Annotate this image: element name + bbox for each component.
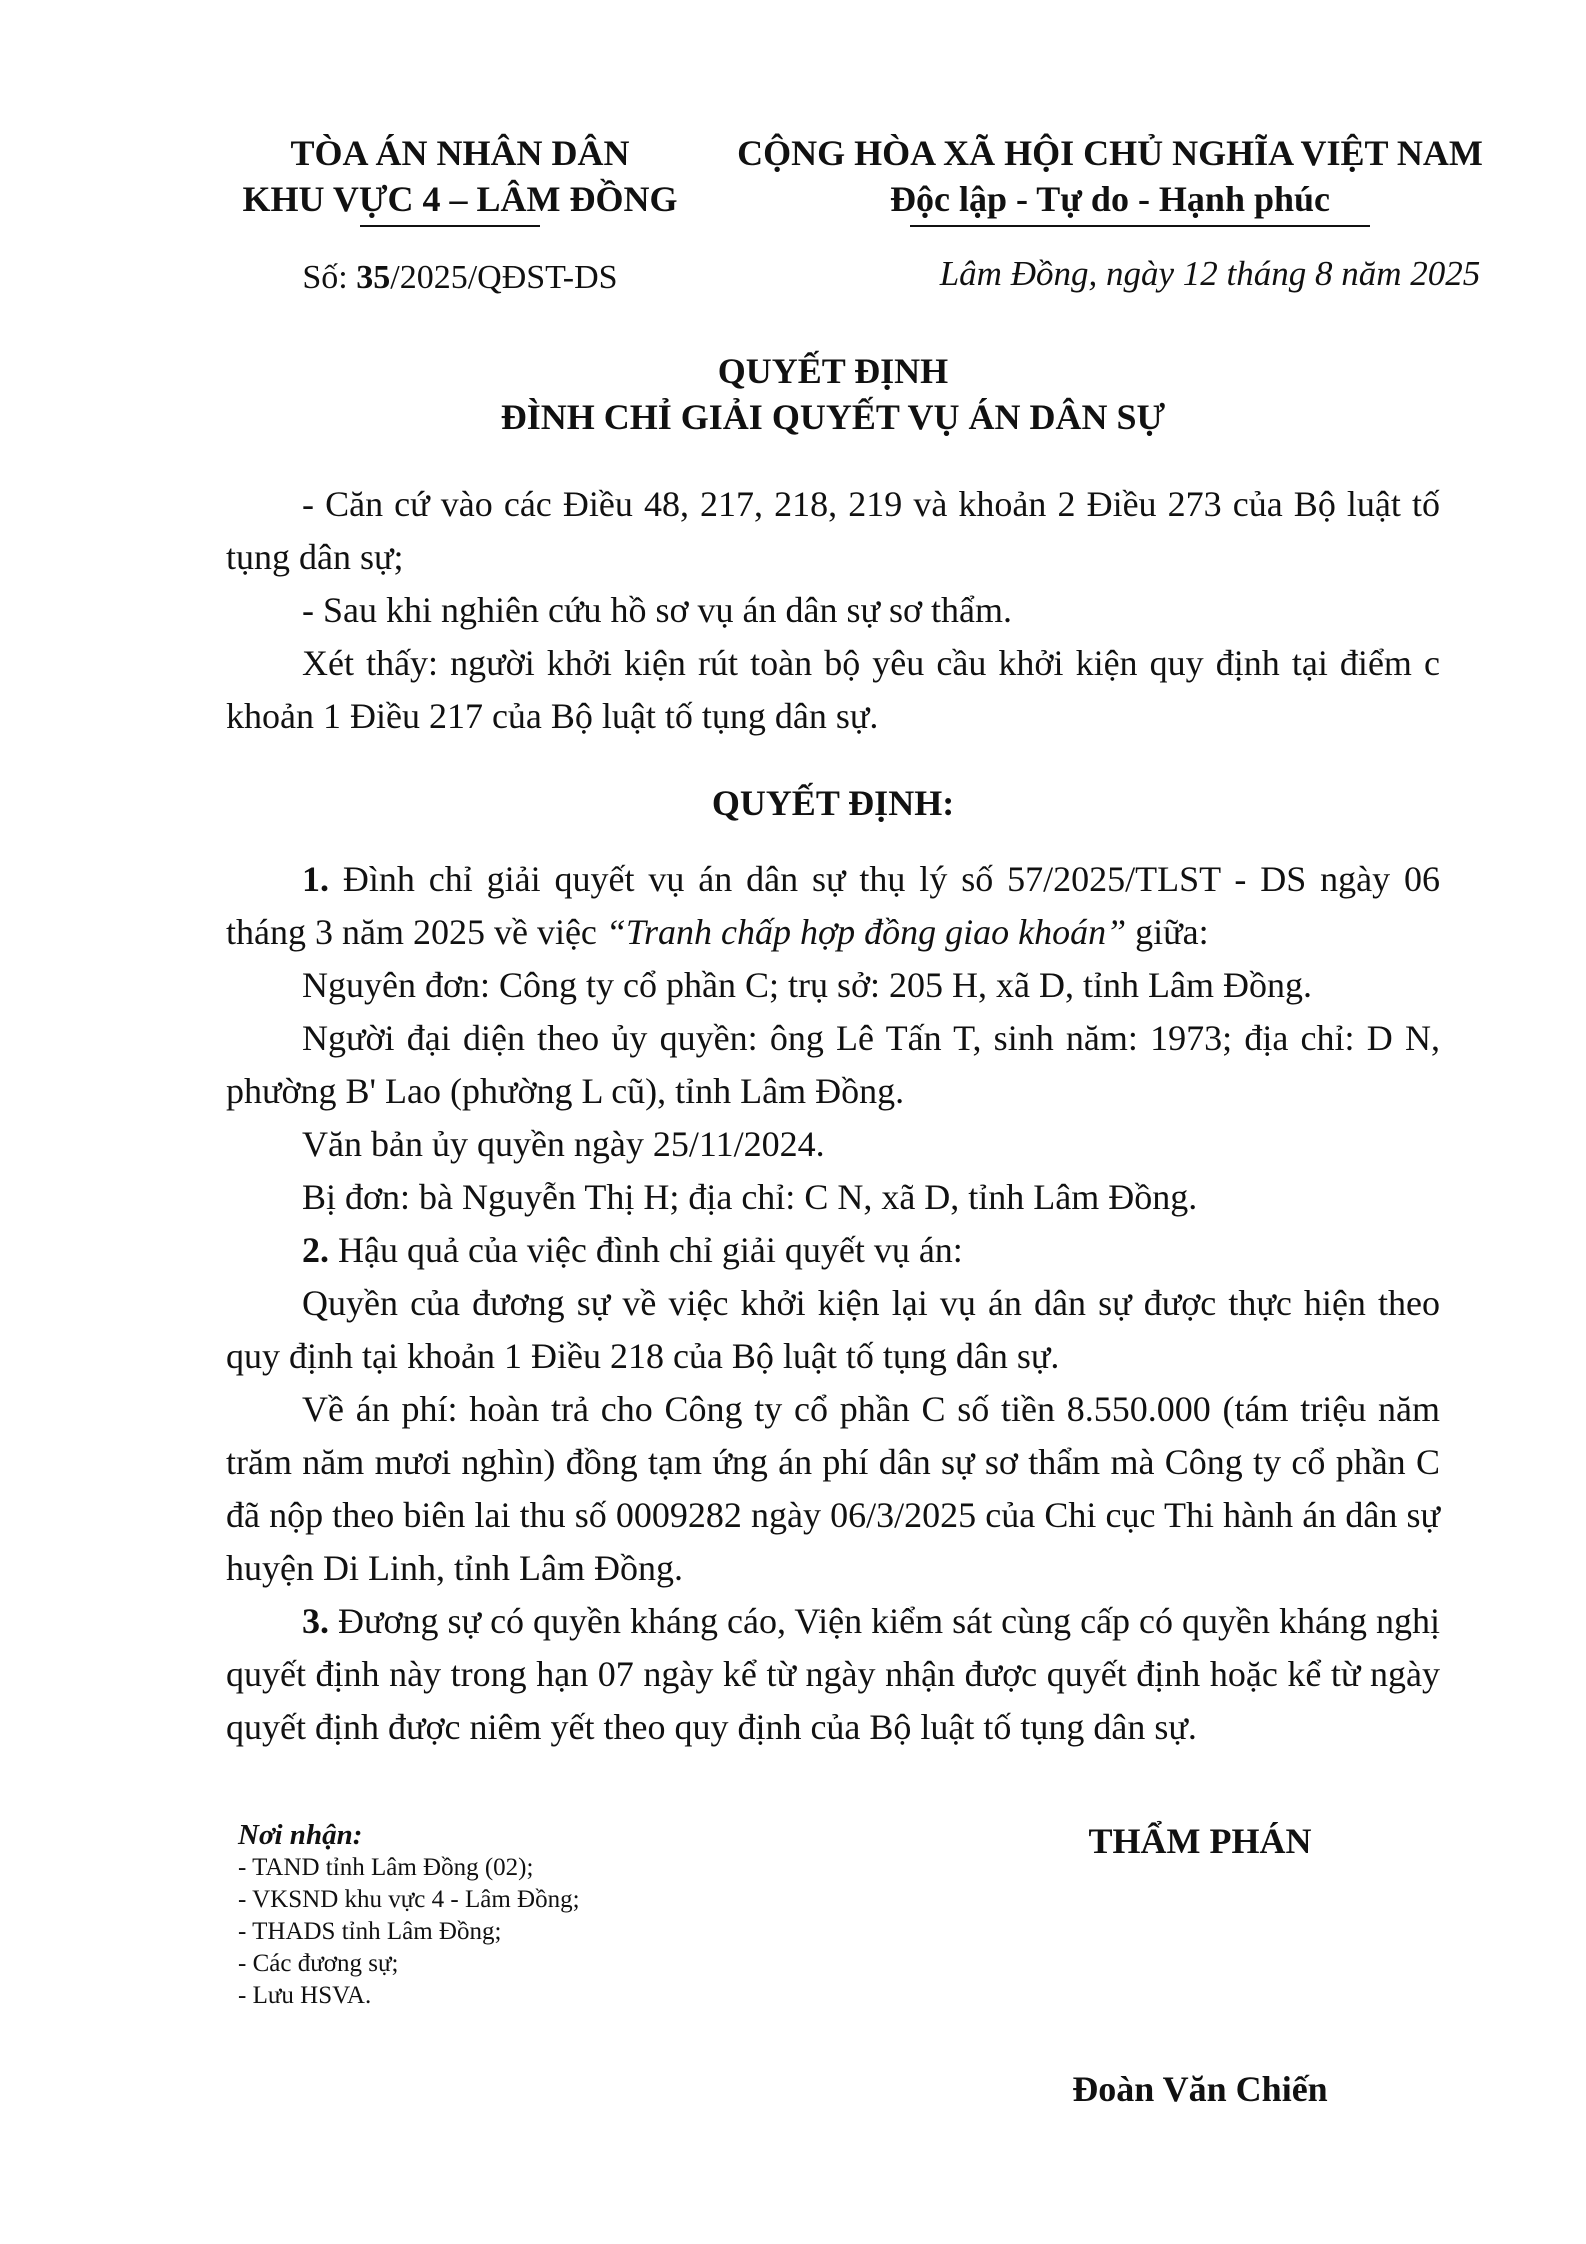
recipients-block — [238, 1818, 838, 2012]
decision-item-3-number: 3. — [302, 1601, 329, 1641]
decision-heading: QUYẾT ĐỊNH: — [711, 783, 955, 823]
court-name-block — [200, 130, 720, 222]
decision-item-1-text: Đình chỉ giải quyết vụ án dân sự thụ lý số 57/2025/TLST - DS ngày 06 tháng 3 năm 2025 về việc — [226, 859, 1440, 952]
decision-item-1-tail: giữa: — [1126, 912, 1209, 952]
representative: Người đại diện theo ủy quyền: ông Lê Tấn T, sinh năm: 1973; địa chỉ: D N, phường B' Lao (phường L cũ), tỉnh Lâm Đồng. — [226, 1018, 1440, 1111]
authorization: Văn bản ủy quyền ngày 25/11/2024. — [302, 1124, 825, 1164]
document-number-suffix: /2025/QĐST-DS — [390, 259, 618, 296]
state-motto: Độc lập - Tự do - Hạnh phúc — [889, 179, 1331, 219]
court-name-line2: KHU VỰC 4 – LÂM ĐỒNG — [242, 179, 678, 219]
document-number-bold: 35 — [356, 259, 391, 296]
state-motto-block — [720, 130, 1500, 222]
recipient-item: - Các đương sự; — [238, 1950, 399, 1977]
decision-item-2-text: Hậu quả của việc đình chỉ giải quyết vụ án: — [329, 1230, 963, 1270]
decision-title-line1: QUYẾT ĐỊNH — [717, 351, 949, 391]
signer-role: THẨM PHÁN — [1088, 1821, 1312, 1861]
decision-title — [226, 348, 1440, 440]
decision-item-3 — [226, 1595, 1440, 1754]
decision-title-line2: ĐÌNH CHỈ GIẢI QUYẾT VỤ ÁN DÂN SỰ — [500, 397, 1166, 437]
defendant: Bị đơn: bà Nguyễn Thị H; địa chỉ: C N, xã D, tỉnh Lâm Đồng. — [302, 1177, 1198, 1217]
court-name-line1: TÒA ÁN NHÂN DÂN — [290, 133, 630, 173]
recipient-item: - Lưu HSVA. — [238, 1982, 372, 2009]
court-fee-statement: Về án phí: hoàn trả cho Công ty cổ phần C số tiền 8.550.000 (tám triệu năm trăm năm mươi nghìn) đồng tạm ứng án phí dân sự sơ thẩm mà Công ty cổ phần C đã nộp theo biên lai thu số 0009282 ngày 06/3/2025 của Chi cục Thi hành án dân sự huyện Di Linh, tỉnh Lâm Đồng. — [226, 1389, 1440, 1588]
recipient-item: - TAND tỉnh Lâm Đồng (02); — [238, 1854, 534, 1881]
decision-item-2 — [226, 1224, 1440, 1277]
case-subject: “Tranh chấp hợp đồng giao khoán” — [605, 912, 1127, 952]
review-statement: - Sau khi nghiên cứu hồ sơ vụ án dân sự sơ thẩm. — [302, 590, 1013, 630]
plaintiff: Nguyên đơn: Công ty cổ phần C; trụ sở: 205 H, xã D, tỉnh Lâm Đồng. — [302, 965, 1312, 1005]
state-motto-underline — [910, 225, 1370, 227]
recipient-item: - VKSND khu vực 4 - Lâm Đồng; — [238, 1886, 580, 1913]
decision-item-1-number: 1. — [302, 859, 329, 899]
signer-name: Đoàn Văn Chiến — [1072, 2069, 1328, 2109]
decision-item-2-number: 2. — [302, 1230, 329, 1270]
decision-item-1 — [226, 853, 1440, 959]
recipients-title: Nơi nhận: — [238, 1819, 363, 1851]
court-name-underline — [360, 225, 540, 227]
decision-item-3-text: Đương sự có quyền kháng cáo, Viện kiểm sát cùng cấp có quyền kháng nghị quyết định này trong hạn 07 ngày kể từ ngày nhận được quyết định hoặc kể từ ngày quyết định được niêm yết theo quy định của Bộ luật tố tụng dân sự. — [226, 1601, 1440, 1747]
document-number — [200, 256, 720, 300]
finding-statement: Xét thấy: người khởi kiện rút toàn bộ yêu cầu khởi kiện quy định tại điểm c khoản 1 Điều 217 của Bộ luật tố tụng dân sự. — [226, 643, 1440, 736]
legal-basis: - Căn cứ vào các Điều 48, 217, 218, 219 và khoản 2 Điều 273 của Bộ luật tố tụng dân sự; — [226, 484, 1440, 577]
recipient-item: - THADS tỉnh Lâm Đồng; — [238, 1918, 502, 1945]
state-name: CỘNG HÒA XÃ HỘI CHỦ NGHĨA VIỆT NAM — [737, 133, 1483, 173]
place-date: Lâm Đồng, ngày 12 tháng 8 năm 2025 — [939, 254, 1481, 293]
document-number-prefix: Số: — [302, 259, 357, 296]
rights-statement: Quyền của đương sự về việc khởi kiện lại vụ án dân sự được thực hiện theo quy định tại khoản 1 Điều 218 của Bộ luật tố tụng dân sự. — [226, 1283, 1440, 1376]
